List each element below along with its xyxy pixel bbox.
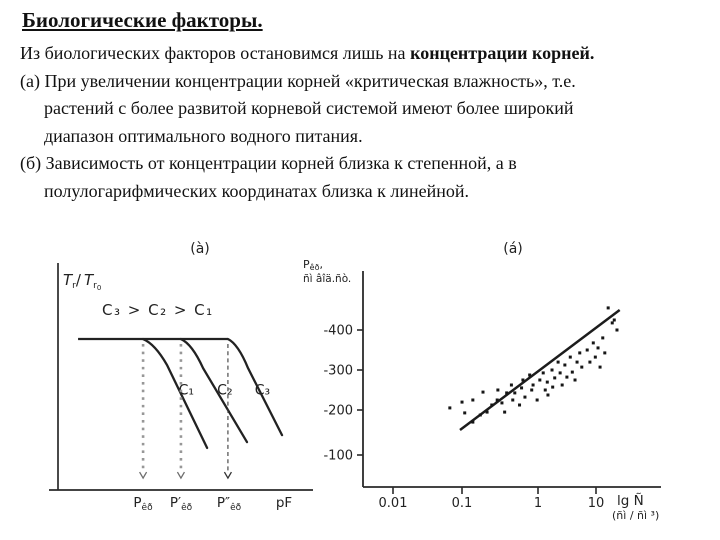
scatter-point xyxy=(496,399,499,402)
scatter-point xyxy=(551,386,554,389)
intro-paragraph xyxy=(20,40,612,68)
scatter-point xyxy=(576,361,579,364)
intro-bold-text: концентрации корней. xyxy=(410,43,595,63)
chart-a-transpiration-curves xyxy=(40,235,330,540)
chart-b-title: (á) xyxy=(503,241,523,257)
scatter-point xyxy=(578,351,581,354)
item-b-marker: (б) xyxy=(20,153,42,173)
scatter-point xyxy=(496,389,499,392)
y-tick-label: -300 xyxy=(323,363,353,379)
chart-b-x-axis-label-line2: (ñì / ñì ³) xyxy=(612,509,660,522)
scatter-point xyxy=(561,384,564,387)
chart-a-xlabel-pkr: $P_{êð}$ xyxy=(133,495,153,513)
scatter-point xyxy=(463,411,466,414)
text-block xyxy=(20,8,612,205)
scatter-point xyxy=(538,379,541,382)
scatter-point xyxy=(586,349,589,352)
figures-area xyxy=(0,235,720,540)
x-tick-label: 1 xyxy=(533,496,543,511)
chart-b-scatter-plot xyxy=(295,235,720,540)
scatter-point xyxy=(563,364,566,367)
scatter-point xyxy=(542,371,545,374)
x-tick-label: 0.01 xyxy=(378,496,408,511)
scatter-point xyxy=(448,406,451,409)
scatter-point xyxy=(559,371,562,374)
scatter-point xyxy=(553,376,556,379)
scatter-point xyxy=(592,341,595,344)
scatter-point xyxy=(471,421,474,424)
curve-label: C₃ xyxy=(254,382,271,399)
item-b-text: Зависимость от концентрации корней близка к степенной, а в полулогарифмических координатах близка к линейной. xyxy=(44,153,517,201)
scatter-point xyxy=(613,319,616,322)
scatter-point xyxy=(607,306,610,309)
scatter-point xyxy=(471,399,474,402)
chart-a-y-axis-label: $T_r/$ $T_r0$ xyxy=(63,271,102,292)
scatter-point xyxy=(513,391,516,394)
scatter-point xyxy=(603,351,606,354)
chart-b-x-axis-label-line1: lg Ñ xyxy=(617,493,644,509)
scatter-point xyxy=(510,384,513,387)
y-tick-label: -400 xyxy=(323,323,353,339)
page-title: Биологические факторы. xyxy=(22,8,263,32)
fit-line xyxy=(460,310,620,430)
item-a-text: При увеличении концентрации корней «критическая влажность», т.е. растений с более развитой корневой системой имеют более широкий диапазон оптимального водного питания. xyxy=(44,70,576,146)
chart-b-y-axis-label-line2: ñì âîä.ñò. xyxy=(303,273,352,285)
scatter-point xyxy=(521,379,524,382)
x-tick-label: 10 xyxy=(587,496,605,511)
chart-b-y-axis-label-line1: Pêð, xyxy=(303,258,323,272)
scatter-point xyxy=(536,399,539,402)
scatter-point xyxy=(530,389,533,392)
scatter-point xyxy=(505,391,508,394)
chart-a-title: (à) xyxy=(190,241,210,257)
scatter-point xyxy=(481,391,484,394)
scatter-point xyxy=(500,401,503,404)
chart-a-xlabel-pkr-doubleprime: $P''_{êð}$ xyxy=(216,495,242,513)
chart-a-xlabel-pkr-prime: $P'_{êð}$ xyxy=(169,495,193,513)
scatter-point xyxy=(615,329,618,332)
chart-b-plot-group xyxy=(323,306,619,511)
scatter-point xyxy=(490,404,493,407)
scatter-point xyxy=(557,361,560,364)
scatter-point xyxy=(544,389,547,392)
scatter-point xyxy=(594,356,597,359)
scatter-point xyxy=(571,371,574,374)
scatter-point xyxy=(479,414,482,417)
scatter-point xyxy=(601,336,604,339)
y-tick-label: -100 xyxy=(323,448,353,464)
scatter-point xyxy=(611,321,614,324)
scatter-point xyxy=(511,399,514,402)
scatter-point xyxy=(532,384,535,387)
y-tick-label: -200 xyxy=(323,403,353,419)
scatter-point xyxy=(518,404,521,407)
item-a-marker: (а) xyxy=(20,70,40,91)
scatter-point xyxy=(565,376,568,379)
x-tick-label: 0.1 xyxy=(451,496,473,511)
scatter-point xyxy=(599,366,602,369)
scatter-point xyxy=(523,396,526,399)
down-arrowhead xyxy=(224,472,231,478)
item-b-paragraph xyxy=(20,150,612,205)
chart-a-annotation: C₃ > C₂ > C₁ xyxy=(102,301,214,319)
scatter-point xyxy=(546,394,549,397)
scatter-point xyxy=(580,366,583,369)
chart-a-xlabel-pf: pF xyxy=(275,495,293,511)
scatter-point xyxy=(588,361,591,364)
scatter-point xyxy=(461,401,464,404)
scatter-point xyxy=(574,379,577,382)
down-arrowhead xyxy=(177,472,184,478)
chart-a-plot-group xyxy=(78,339,282,478)
item-a-paragraph xyxy=(20,68,612,151)
curve-label: C₁ xyxy=(178,382,194,399)
scatter-point xyxy=(520,386,523,389)
down-arrowhead xyxy=(140,472,147,478)
scatter-point xyxy=(528,374,531,377)
intro-text: Из биологических факторов остановимся лишь на xyxy=(20,43,411,63)
curve-label: C₂ xyxy=(217,382,233,399)
scatter-point xyxy=(503,411,506,414)
scatter-point xyxy=(597,346,600,349)
scatter-point xyxy=(569,356,572,359)
scatter-point xyxy=(551,369,554,372)
scatter-point xyxy=(546,381,549,384)
scatter-point xyxy=(486,411,489,414)
